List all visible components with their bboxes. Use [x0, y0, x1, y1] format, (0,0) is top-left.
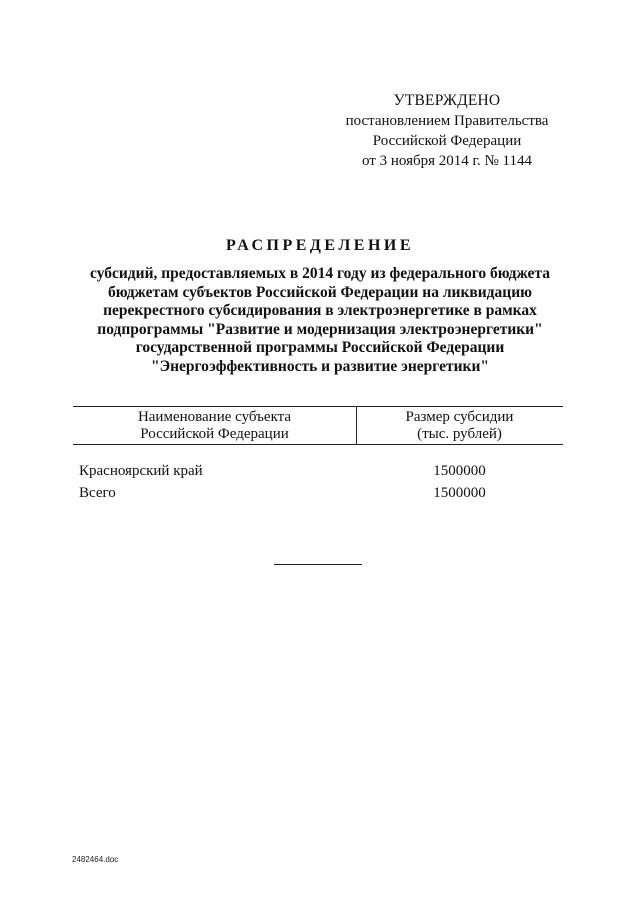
subtitle-line-4: подпрограммы "Развитие и модернизация электроэнергетики" — [97, 320, 543, 338]
subtitle-line-2: бюджетам субъектов Российской Федерации на ликвидацию — [108, 283, 532, 301]
document-subtitle — [70, 265, 570, 376]
column-header-region-line-1: Наименование субъекта — [137, 409, 292, 425]
approval-line-3: от 3 ноября 2014 г. № 1144 — [362, 153, 532, 169]
subtitle-line-5: государственной программы Российской Федерации — [135, 339, 505, 356]
approval-line-1: постановлением Правительства — [345, 113, 549, 129]
row-region-name: Красноярский край — [79, 463, 203, 479]
document-title: РАСПРЕДЕЛЕНИЕ — [225, 237, 415, 254]
row-subsidy-amount: 1500000 — [433, 463, 486, 479]
total-amount: 1500000 — [433, 485, 486, 501]
column-header-amount — [356, 409, 563, 443]
subtitle-line-6: "Энергоэффективность и развитие энергетики" — [150, 357, 490, 375]
approval-heading: УТВЕРЖДЕНО — [393, 92, 501, 109]
table-row-total — [73, 483, 563, 503]
table-top-rule — [73, 406, 563, 407]
approval-block — [330, 91, 564, 171]
total-label: Всего — [79, 485, 116, 501]
approval-line-2: Российской Федерации — [372, 133, 522, 149]
table-row — [73, 461, 563, 481]
table-header-bottom-rule — [73, 444, 563, 445]
subtitle-line-1: субсидий, предоставляемых в 2014 году из федерального бюджета — [90, 265, 550, 282]
footer-filename: 2482464.doc — [72, 855, 119, 864]
subtitle-line-3: перекрестного субсидирования в электроэнергетике в рамках — [103, 302, 537, 319]
document-end-rule — [274, 564, 362, 565]
column-header-amount-line-1: Размер субсидии — [405, 409, 514, 425]
column-header-region — [73, 409, 356, 443]
column-header-amount-line-2: (тыс. рублей) — [417, 426, 502, 442]
column-header-region-line-2: Российской Федерации — [140, 426, 289, 442]
